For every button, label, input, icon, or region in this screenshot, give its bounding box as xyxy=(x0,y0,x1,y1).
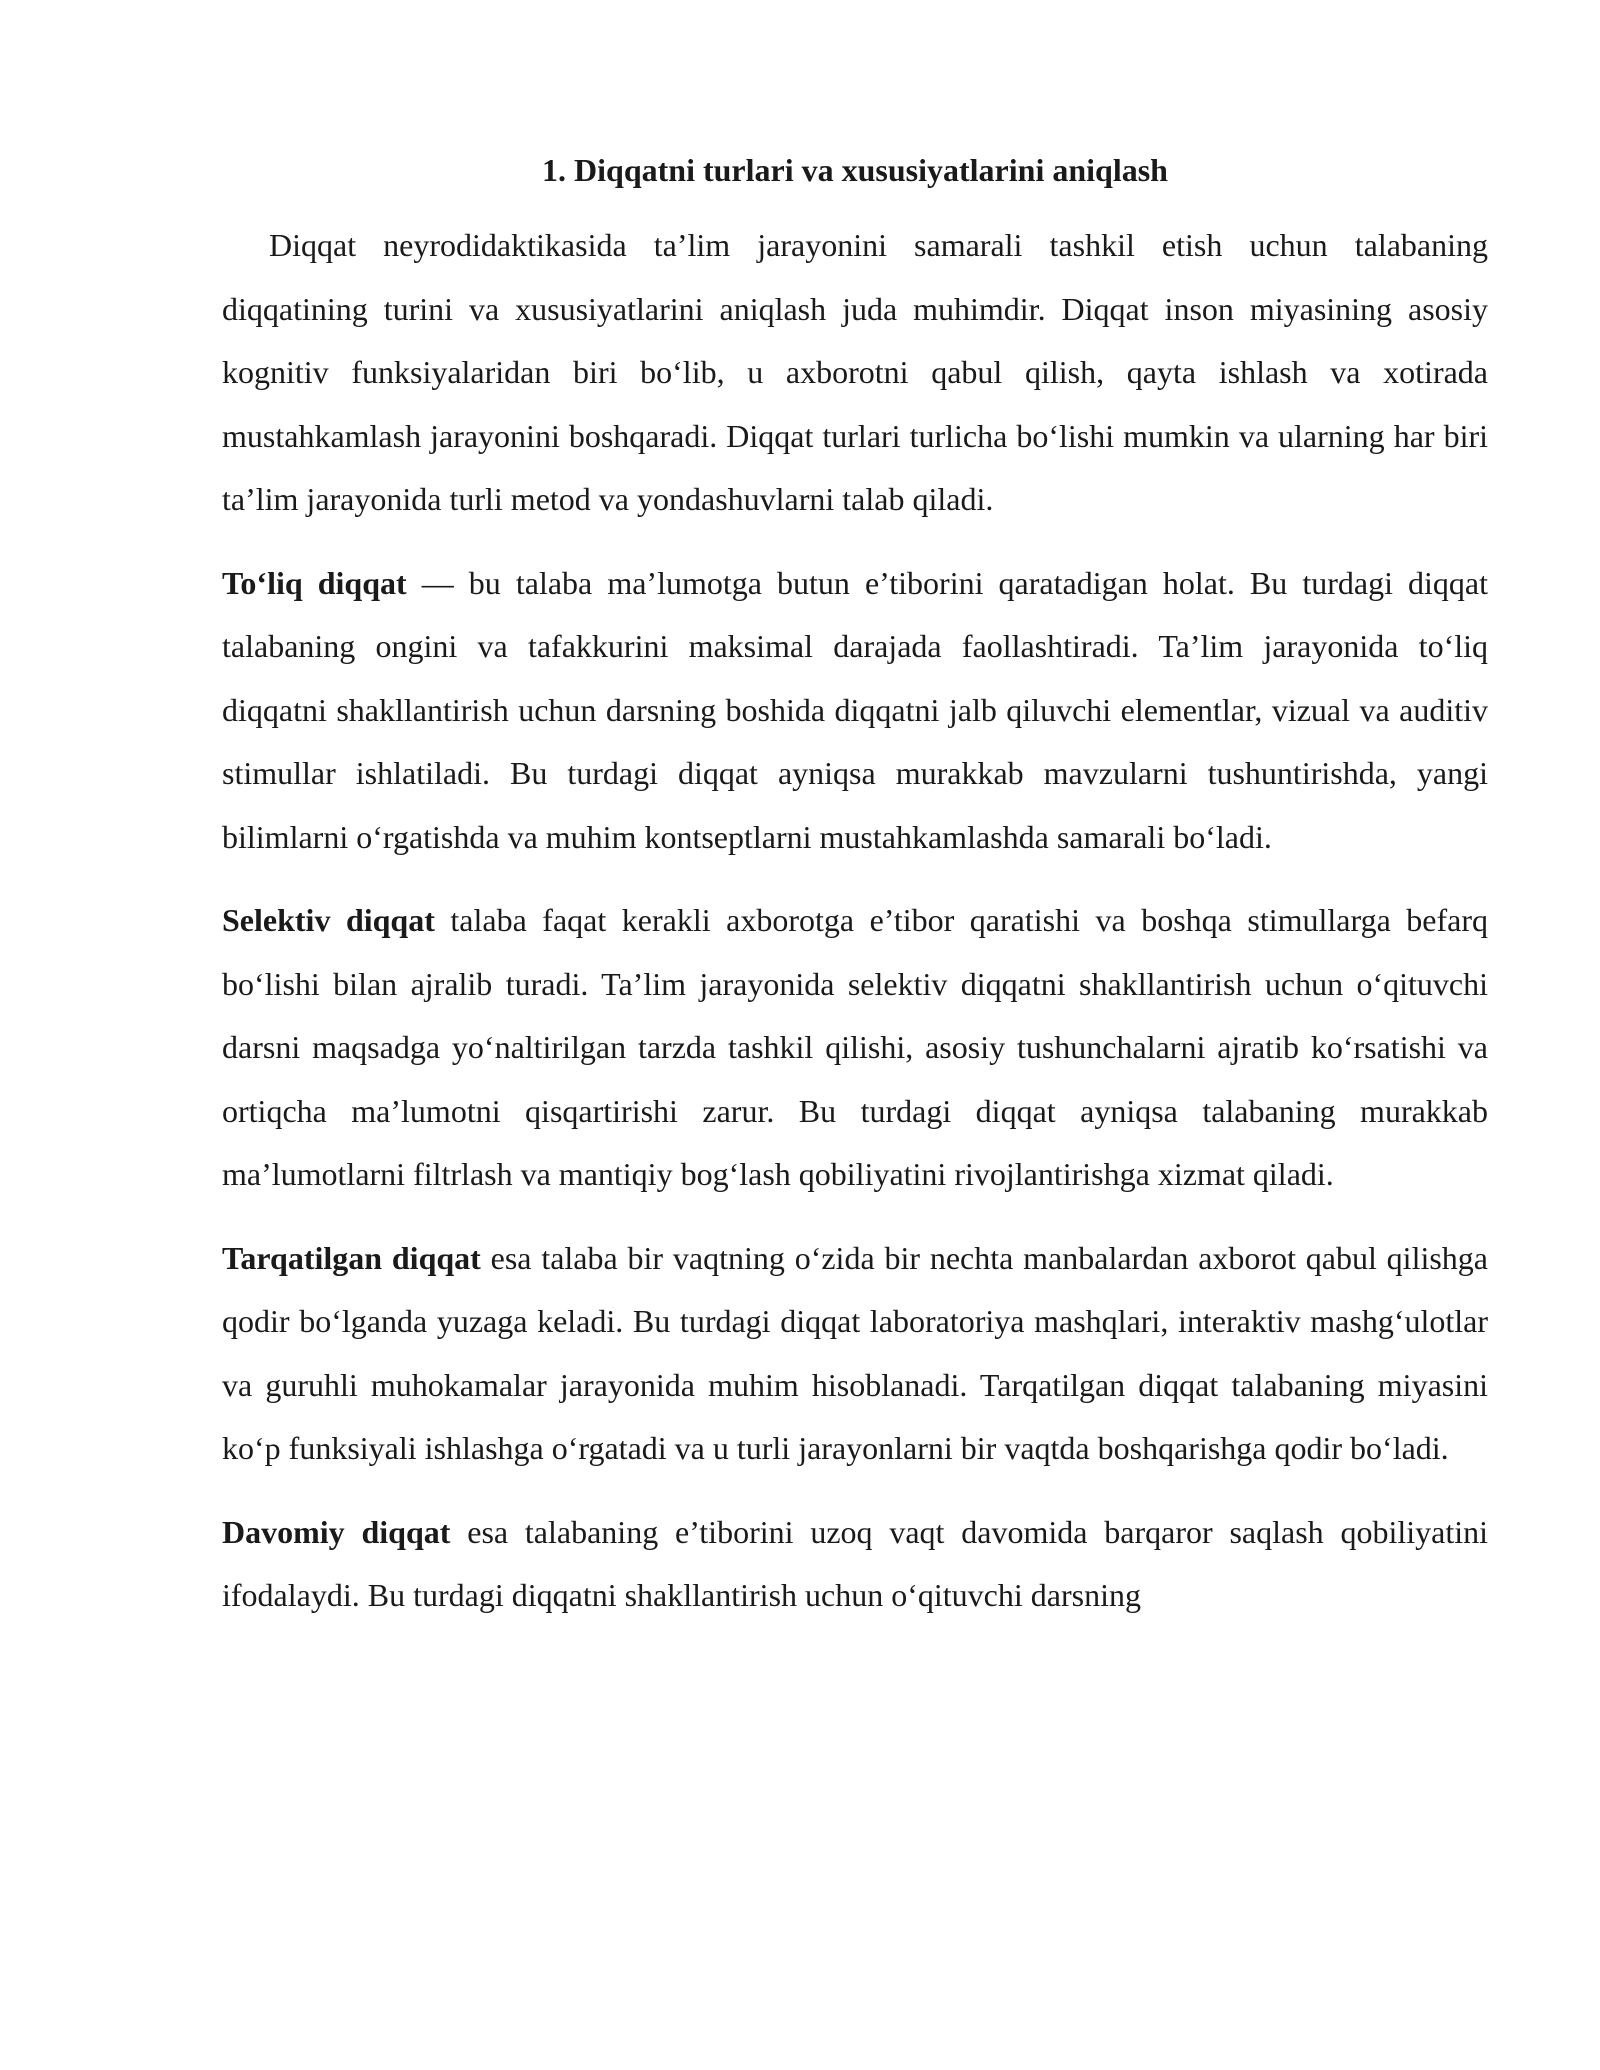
term-full-attention: To‘liq diqqat xyxy=(222,564,407,601)
term-sustained-attention: Davomiy diqqat xyxy=(222,1513,451,1550)
paragraph-sustained-attention xyxy=(222,1501,1488,1628)
document-title: 1. Diqqatni turlari va xususiyatlarini aniqlash xyxy=(542,152,1168,188)
document-page xyxy=(222,150,1488,1648)
intro-paragraph: Diqqat neyrodidaktikasida ta’lim jarayonini samarali tashkil etish uchun talabaning diqqatining turini va xususiyatlarini aniqlash juda muhimdir. Diqqat inson miyasining asosiy kognitiv funksiyalaridan biri bo‘lib, u axborotni qabul qilish, qayta ishlash va xotirada mustahkamlash jarayonini boshqaradi. Diqqat turlari turlicha bo‘lishi mumkin va ularning har biri ta’lim jarayonida turli metod va yondashuvlarni talab qiladi. xyxy=(222,227,1488,517)
text-selective-attention: talaba faqat kerakli axborotga e’tibor qaratishi va boshqa stimullarga befarq bo‘lishi bilan ajralib turadi. Ta’lim jarayonida selektiv diqqatni shakllantirish uchun o‘qituvchi darsni maqsadga yo‘naltirilgan tarzda tashkil qilishi, asosiy tushunchalarni ajratib ko‘rsatishi va ortiqcha ma’lumotni qisqartirishi zarur. Bu turdagi diqqat ayniqsa talabaning murakkab ma’lumotlarni filtrlash va mantiqiy bog‘lash qobiliyatini rivojlantirishga xizmat qiladi. xyxy=(222,902,1489,1192)
term-divided-attention: Tarqatilgan diqqat xyxy=(222,1239,481,1276)
paragraph-selective-attention xyxy=(222,889,1488,1207)
text-sustained-attention: esa talabaning e’tiborini uzoq vaqt davomida barqaror saqlash qobiliyatini ifodalaydi. Bu turdagi diqqatni shakllantirish uchun o‘qituvchi darsning xyxy=(222,1513,1489,1613)
text-full-attention: — bu talaba ma’lumotga butun e’tiborini qaratadigan holat. Bu turdagi diqqat talabaning ongini va tafakkurini maksimal darajada faollashtiradi. Ta’lim jarayonida to‘liq diqqatni shakllantirish uchun darsning boshida diqqatni jalb qiluvchi elementlar, vizual va auditiv stimullar ishlatiladi. Bu turdagi diqqat ayniqsa murakkab mavzularni tushuntirishda, yangi bilimlarni o‘rgatishda va muhim kontseptlarni mustahkamlashda samarali bo‘ladi. xyxy=(222,564,1489,855)
term-selective-attention: Selektiv diqqat xyxy=(222,902,435,938)
paragraph-divided-attention xyxy=(222,1227,1488,1481)
text-divided-attention: esa talaba bir vaqtning o‘zida bir nechta manbalardan axborot qabul qilishga qodir bo‘lganda yuzaga keladi. Bu turdagi diqqat laboratoriya mashqlari, interaktiv mashg‘ulotlar va guruhli muhokamalar jarayonida muhim hisoblanadi. Tarqatilgan diqqat talabaning miyasini ko‘p funksiyali ishlashga o‘rgatadi va u turli jarayonlarni bir vaqtda boshqarishga qodir bo‘ladi. xyxy=(222,1239,1489,1466)
paragraph-full-attention xyxy=(222,552,1488,870)
